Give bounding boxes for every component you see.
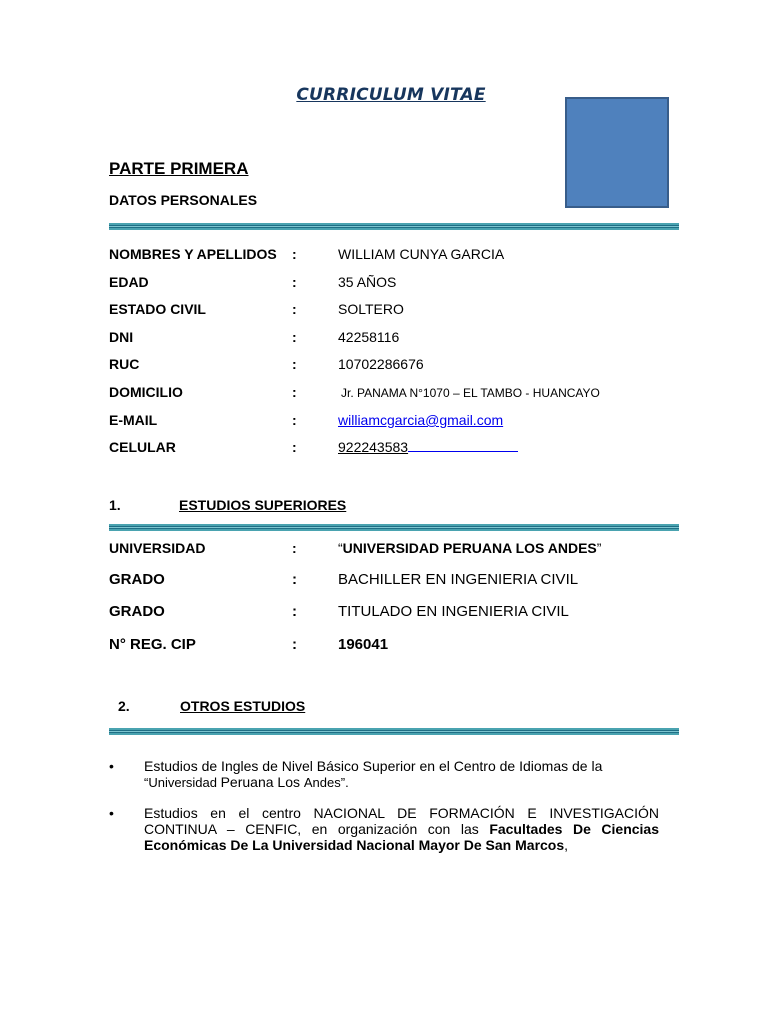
- row-edad: [0, 274, 768, 294]
- celular-label: CELULAR: [109, 439, 176, 455]
- list-item-2-text: Estudios en el centro NACIONAL DE FORMACIÓN E INVESTIGACIÓN CONTINUA – CENFIC, en organización con las: [144, 805, 659, 837]
- colon: :: [292, 356, 297, 372]
- row-email: [0, 412, 768, 432]
- personal-data-heading: DATOS PERSONALES: [109, 192, 258, 208]
- grado-2-value: TITULADO EN INGENIERIA CIVIL: [338, 603, 569, 620]
- colon: :: [292, 329, 297, 345]
- universidad-name: UNIVERSIDAD PERUANA LOS ANDES: [342, 540, 597, 556]
- dni-label: DNI: [109, 329, 134, 345]
- estado-civil-value: SOLTERO: [338, 301, 404, 317]
- row-cip: [0, 636, 768, 656]
- close-quote: ”: [596, 540, 602, 556]
- row-grado-1: [0, 571, 768, 591]
- estado-civil-label: ESTADO CIVIL: [109, 301, 206, 317]
- section-2-title: OTROS ESTUDIOS: [180, 698, 306, 714]
- section-1-title: ESTUDIOS SUPERIORES: [179, 497, 347, 513]
- list-item-1-quote-mid: Peruana Los: [220, 774, 304, 790]
- row-grado-2: [0, 603, 768, 623]
- colon: :: [292, 636, 297, 653]
- universidad-label: UNIVERSIDAD: [109, 540, 206, 556]
- row-dni: [0, 329, 768, 349]
- list-item-1-quote-end: Andes”.: [303, 775, 349, 790]
- row-universidad: [0, 540, 768, 560]
- colon: :: [292, 274, 297, 290]
- list-item-1-quote-open: “Universidad: [144, 775, 221, 790]
- colon: :: [292, 384, 297, 400]
- domicilio-value: Jr. PANAMA N°1070 – EL TAMBO - HUANCAYO: [341, 386, 600, 400]
- grado-label: GRADO: [109, 603, 165, 620]
- list-item-2: [144, 805, 659, 853]
- list-item-1-text: Estudios de Ingles de Nivel Básico Superior en el Centro de Idiomas de la: [144, 758, 603, 774]
- list-item-2-end: ,: [564, 837, 569, 853]
- open-quote: “: [338, 540, 343, 556]
- part-heading: PARTE PRIMERA: [109, 159, 249, 178]
- email-label: E-MAIL: [109, 412, 158, 428]
- section-divider: [109, 223, 679, 230]
- nombres-label: NOMBRES Y APELLIDOS: [109, 246, 277, 262]
- celular-underline: [408, 450, 518, 452]
- colon: :: [292, 412, 297, 428]
- grado-label: GRADO: [109, 571, 165, 588]
- grado-1-value: BACHILLER EN INGENIERIA CIVIL: [338, 571, 579, 588]
- ruc-label: RUC: [109, 356, 140, 372]
- nombres-value: WILLIAM CUNYA GARCIA: [338, 246, 505, 262]
- celular-value: [338, 439, 518, 455]
- colon: :: [292, 439, 297, 455]
- row-domicilio: [0, 384, 768, 404]
- row-ruc: [0, 356, 768, 376]
- photo-placeholder: [565, 97, 669, 208]
- colon: :: [292, 603, 297, 620]
- section-divider: [109, 524, 679, 531]
- celular-number: 922243583: [338, 439, 409, 455]
- list-item-1: [144, 758, 659, 791]
- section-2-number: 2.: [118, 698, 130, 714]
- bullet-icon: •: [109, 805, 114, 821]
- edad-label: EDAD: [109, 274, 149, 290]
- domicilio-label: DOMICILIO: [109, 384, 183, 400]
- ruc-value: 10702286676: [338, 356, 424, 372]
- universidad-value: [338, 540, 601, 556]
- colon: :: [292, 301, 297, 317]
- edad-value: 35 AÑOS: [338, 274, 397, 290]
- cip-label: N° REG. CIP: [109, 636, 196, 653]
- list-item-2-bold: Facultades De Ciencias Económicas De La Universidad Nacional Mayor De San Marcos: [144, 821, 660, 853]
- row-nombres: [0, 246, 768, 266]
- cip-value: 196041: [338, 636, 389, 653]
- row-estado-civil: [0, 301, 768, 321]
- colon: :: [292, 540, 297, 556]
- section-divider: [109, 728, 679, 735]
- colon: :: [292, 571, 297, 588]
- section-1-number: 1.: [109, 497, 121, 513]
- row-celular: [0, 439, 768, 459]
- email-link[interactable]: williamcgarcia@gmail.com: [338, 412, 504, 428]
- dni-value: 42258116: [338, 329, 400, 345]
- document-title: CURRICULUM VITAE: [296, 85, 486, 105]
- bullet-icon: •: [109, 758, 114, 774]
- colon: :: [292, 246, 297, 262]
